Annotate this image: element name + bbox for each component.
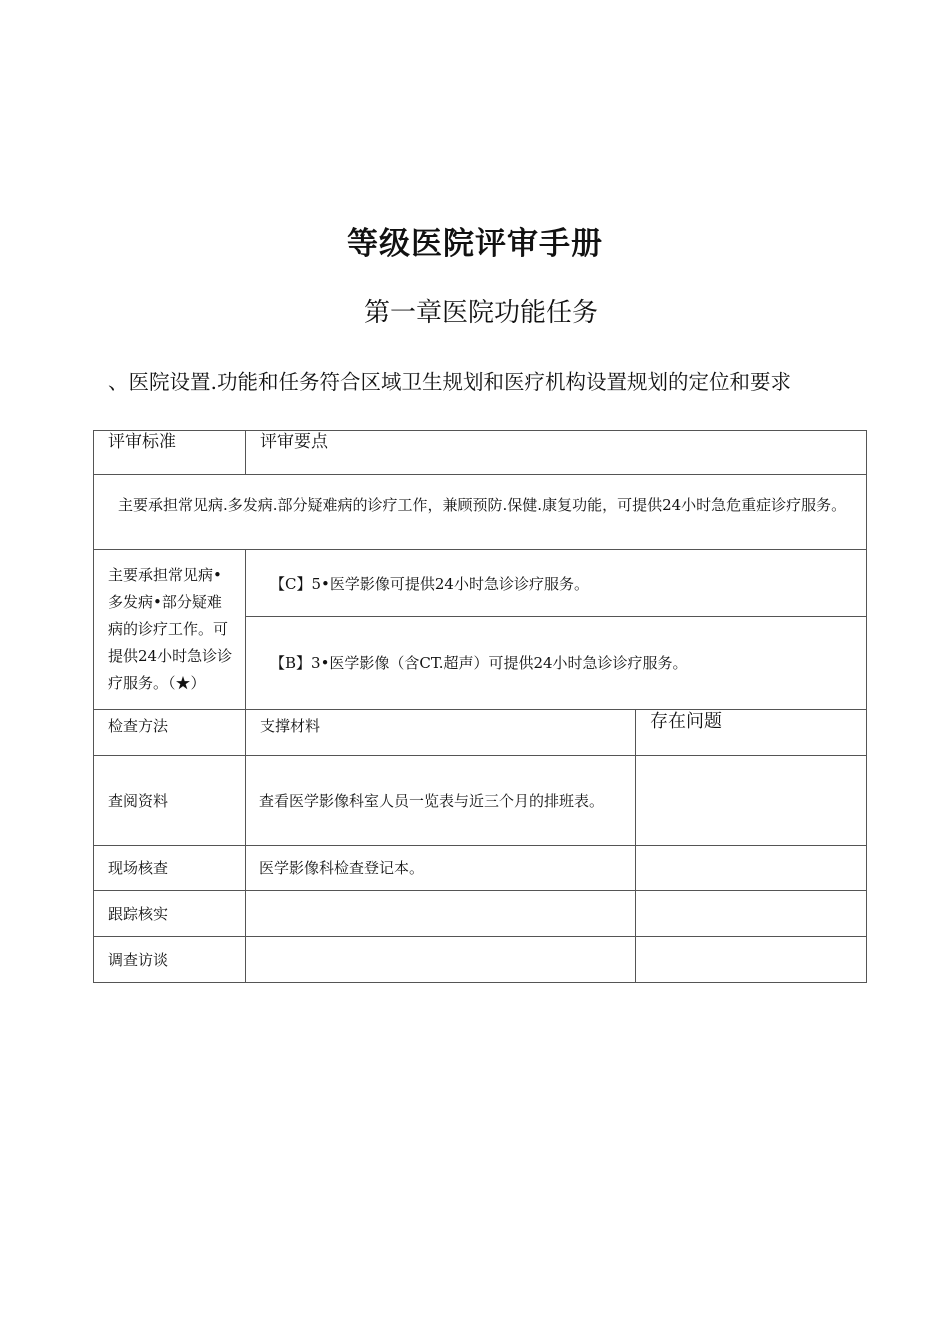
check-method: 调查访谈 — [108, 951, 169, 969]
check-method: 查阅资料 — [108, 792, 169, 810]
point-c: 【C】5•医学影像可提供24小时急诊诊疗服务。 — [270, 575, 589, 593]
table-rule — [245, 616, 867, 617]
chapter-heading: 第一章医院功能任务 — [363, 298, 598, 328]
check-method: 跟踪核实 — [108, 905, 169, 923]
table-rule — [93, 474, 867, 475]
table-rule — [93, 936, 867, 937]
table-rule — [245, 549, 246, 982]
section-heading: 、医院设置.功能和任务符合区域卫生规划和医疗机构设置规划的定位和要求 — [108, 370, 792, 394]
header-standard: 评审标准 — [108, 432, 176, 452]
table-border-right — [866, 430, 867, 983]
table-rule — [93, 845, 867, 846]
header-points: 评审要点 — [260, 432, 328, 452]
table-rule — [93, 755, 867, 756]
table-border-top — [93, 430, 867, 431]
document-title: 等级医院评审手册 — [347, 226, 603, 262]
table-rule — [93, 709, 867, 710]
point-b: 【B】3•医学影像（含CT.超声）可提供24小时急诊诊疗服务。 — [270, 654, 688, 672]
table-rule — [245, 430, 246, 475]
header-method: 检查方法 — [108, 717, 169, 735]
table-rule — [635, 709, 636, 982]
check-material: 查看医学影像科室人员一览表与近三个月的排班表。 — [259, 792, 605, 810]
check-material: 医学影像科检查登记本。 — [259, 859, 425, 877]
table-rule — [93, 890, 867, 891]
standard-text: 主要承担常见病•多发病•部分疑难病的诊疗工作。可提供24小时急诊诊疗服务。（★） — [108, 566, 233, 692]
header-material: 支撑材料 — [260, 717, 321, 735]
table-border-left — [93, 430, 94, 983]
table-border-bottom — [93, 982, 867, 983]
check-method: 现场核查 — [108, 859, 169, 877]
table-rule — [93, 549, 867, 550]
overview-text: 主要承担常见病.多发病.部分疑难病的诊疗工作，兼顾预防.保健.康复功能，可提供24小时急危重症诊疗服务。 — [118, 496, 847, 514]
header-issues: 存在问题 — [650, 711, 722, 732]
